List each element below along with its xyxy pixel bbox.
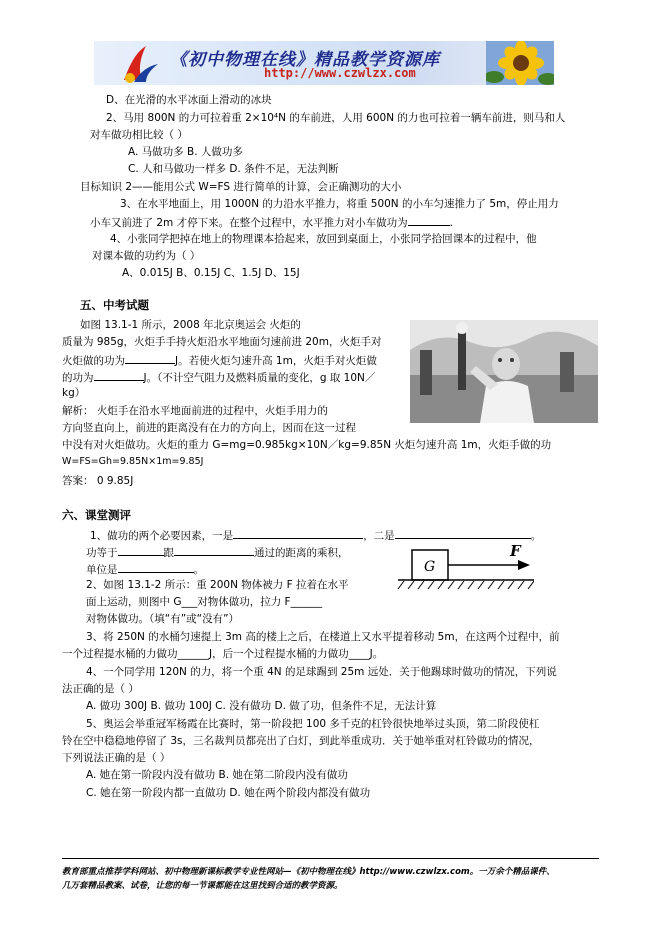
f-label: F [510,542,521,560]
analysis-line4: W=FS=Gh=9.85N×1m=9.85J [62,456,204,467]
test-q4: 4、一个同学用 120N 的力，将一个重 4N 的足球踢到 25m 远处．关于他踢球时做功的情况，下列说 [86,666,557,678]
analysis-line3: 中没有对火炬做功。火炬的重力 G=mg=0.985kg×10N／kg=9.85N 火炬匀速升高 1m，火炬手做的功 [62,439,552,451]
test-q1: 1、做功的两个必要因素，一是 ，二是 。 [90,527,541,543]
analysis-line1: 解析： 火炬手在沿水平地面前进的过程中，火炬手用力的 [62,405,328,417]
question-4: 4、小张同学把掉在地上的物理课本拾起来，放回到桌面上，小张同学拾回课本的过程中，他 [110,233,537,245]
test-q1-cont1: 功等于 跟 通过的距离的乘积， [86,544,349,560]
q4-options: A、0.015J B、0.15J C、1.5J D、15J [122,267,300,279]
question-3-cont: 小车又前进了 2m 才停下来。在整个过程中，水平推力对小车做功为 . [90,214,453,230]
test-q3: 3、将 250N 的水桶匀速提上 3m 高的楼上之后，在楼道上又水平提着移动 5m，在这两个过程中，前 [86,631,560,643]
test-q4-cont: 法正确的是（ ） [62,683,139,695]
test-q5-options-ab: A. 她在第一阶段内没有做功 B. 她在第二阶段内没有做功 [86,769,348,781]
section-5-heading: 五、中考试题 [80,298,149,312]
question-4-cont: 对课本做的功约为（ ） [92,250,201,262]
test-q5-cont1: 铃在空中稳稳地停留了 3s，三名裁判员都亮出了白灯，到此举重成功．关于她举重对杠铃做功的情况， [62,735,540,747]
sunflower-icon [486,41,554,85]
test-q1-cont2: 单位是 。 [86,561,204,577]
q2-options-cd: C. 人和马做功一样多 D. 条件不足，无法判断 [128,163,339,175]
banner-url[interactable]: http://www.czwlzx.com [264,66,416,80]
test-q5-cont2: 下列说法正确的是（ ） [62,752,171,764]
exam-q-line4: 的功为 J。（不计空气阻力及燃料质量的变化，g 取 10N／ [62,369,375,385]
test-q2-cont1: 面上运动，则图中 G___对物体做功，拉力 F______ [86,596,323,608]
torch-photo [410,320,598,423]
test-q5: 5、奥运会举重冠军杨霞在比赛时，第一阶段把 100 多千克的杠铃很快地举过头顶，第二阶段使杠 [86,718,540,730]
test-q2: 2、如图 13.1-2 所示：重 200N 物体被力 F 拉着在水平 [86,579,349,591]
exam-q-line3: 火炬做的功为 J。若使火炬匀速升高 1m，火炬手对火炬做 [62,352,377,368]
test-q4-options: A. 做功 300J B. 做功 100J C. 没有做功 D. 做了功，但条件不足，无法计算 [86,700,437,712]
exam-q-line1: 如图 13.1-1 所示，2008 年北京奥运会 火炬的 [80,319,301,331]
question-2: 2、马用 800N 的力可拉着重 2×10⁴N 的车前进，人用 600N 的力也可拉着一辆车前进，则马和人 [106,112,566,124]
force-diagram [394,538,534,594]
question-3: 3、在水平地面上，用 1000N 的力沿水平推力，将重 500N 的小车匀速推力了 5m，停止用力 [120,198,559,210]
footer-line2: 几万套精品教案、试卷，让您的每一节课都能在这里找到合适的教学资源。 [62,881,343,891]
target-knowledge-2: 目标知识 2——能用公式 W=FS 进行简单的计算，会正确测功的大小 [80,181,402,193]
test-q3-cont: 一个过程提水桶的力做功______J，后一个过程提水桶的力做功____J。 [62,648,384,660]
footer-line1: 教育部重点推荐学科网站、初中物理新课标教学专业性网站—《初中物理在线》http://www.czwlzx.com。一万余个精品课件、 [62,867,555,877]
exam-q-line2: 质量为 985g，火炬手手持火炬沿水平地面匀速前进 20m，火炬手对 [62,336,382,348]
exam-q-line5: kg） [62,387,86,399]
question-2-cont: 对车做功相比较（ ） [90,129,188,141]
q2-options-ab: A. 马做功多 B. 人做功多 [128,146,243,158]
analysis-line2: 方向竖直向上，前进的距离没有在力的方向上，因而在这一过程 [62,422,356,434]
test-q2-cont2: 对物体做功。（填“有”或“没有”） [86,613,240,625]
answer-line: 答案： 0 9.85J [62,475,134,487]
section-6-heading: 六、课堂测评 [62,508,131,522]
footer-divider [62,858,599,859]
header-banner [94,41,554,85]
banner-title: 《初中物理在线》精品教学资源库 [170,50,440,70]
option-d-ice: D、在光滑的水平冰面上滑动的冰块 [106,94,272,106]
logo-icon [116,42,160,85]
torch-bearer-image [410,320,598,423]
g-label: G [424,559,436,575]
test-q5-options-cd: C. 她在第一阶段内都一直做功 D. 她在两个阶段内都没有做功 [86,787,371,799]
